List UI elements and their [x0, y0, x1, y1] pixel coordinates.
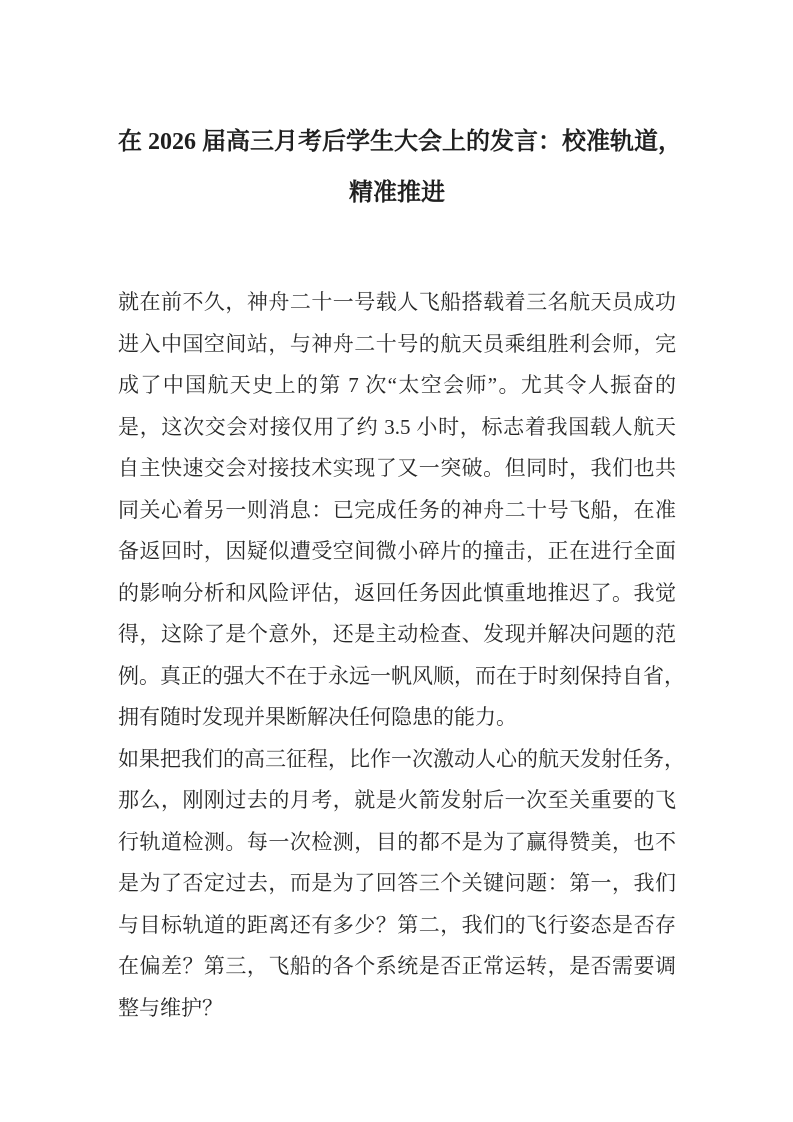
body-line: 那么，刚刚过去的月考，就是火箭发射后一次至关重要的飞 [118, 788, 676, 812]
document-title [118, 117, 682, 219]
body-line: 备返回时，因疑似遭受空间微小碎片的撞击，正在进行全面 [118, 539, 676, 563]
text-column [118, 117, 685, 1029]
body-line: 是，这次交会对接仅用了约 3.5 小时，标志着我国载人航天 [118, 414, 676, 439]
body-line: 与目标轨道的距离还有多少？第二，我们的飞行姿态是否存 [118, 912, 676, 937]
body-line: 的影响分析和风险评估，返回任务因此慎重地推迟了。我觉 [118, 580, 676, 605]
body-line: 例。真正的强大不在于永远一帆风顺，而在于时刻保持自省， [118, 663, 685, 688]
body-line: 行轨道检测。每一次检测，目的都不是为了赢得赞美，也不 [118, 829, 676, 854]
body-paragraph [118, 739, 685, 1030]
body-line: 同关心着另一则消息：已完成任务的神舟二十号飞船，在准 [118, 497, 676, 522]
body-line: 进入中国空间站，与神舟二十号的航天员乘组胜利会师，完 [118, 331, 676, 356]
body-line: 就在前不久，神舟二十一号载人飞船搭载着三名航天员成功 [118, 290, 676, 314]
body-paragraph [118, 282, 685, 739]
body-line: 得，这除了是个意外，还是主动检查、发现并解决问题的范 [118, 622, 676, 646]
title-line: 精准推进 [349, 180, 445, 206]
title-line: 在 2026 届高三月考后学生大会上的发言：校准轨道， [118, 129, 682, 155]
body-line: 是为了否定过去，而是为了回答三个关键问题：第一，我们 [118, 871, 676, 895]
body-line: 整与维护？ [118, 995, 223, 1020]
body-line: 自主快速交会对接技术实现了又一突破。但同时，我们也共 [118, 456, 676, 480]
body-line: 如果把我们的高三征程，比作一次激动人心的航天发射任务， [118, 746, 685, 771]
body-line: 拥有随时发现并果断解决任何隐患的能力。 [118, 705, 517, 729]
body-line: 在偏差？第三，飞船的各个系统是否正常运转，是否需要调 [118, 954, 676, 978]
document-body [118, 282, 685, 1029]
body-line: 成了中国航天史上的第 7 次“太空会师”。尤其令人振奋的 [118, 373, 676, 397]
